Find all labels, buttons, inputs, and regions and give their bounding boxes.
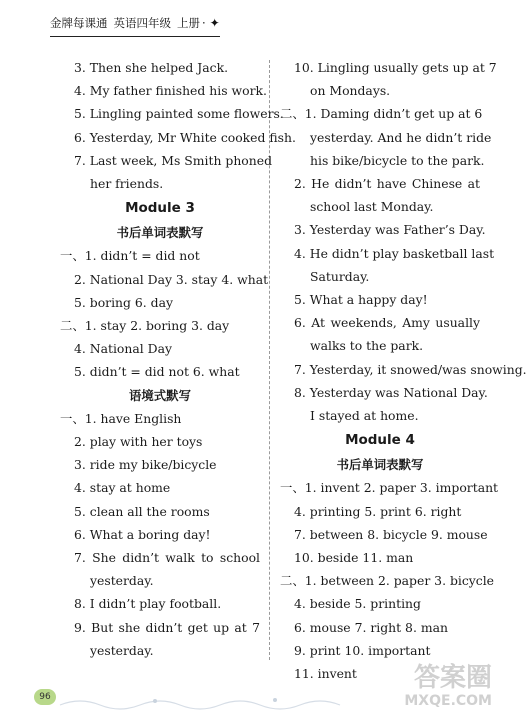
answer-line: yesterday.	[90, 642, 154, 658]
answer-line: 5. What a happy day!	[294, 292, 428, 308]
answer-line: 6. What a boring day!	[74, 526, 211, 542]
watermark-logo	[352, 663, 492, 713]
answer-line: 5. Lingling painted some flowers.	[74, 106, 284, 122]
right-column	[280, 56, 527, 685]
answer-line: 10. beside 11. man	[294, 550, 414, 566]
answer-line: 一、1. invent 2. paper 3. important	[280, 480, 499, 496]
answer-line: 7. Last week, Ms Smith phoned	[74, 152, 273, 168]
answer-line: 5. clean all the rooms	[74, 503, 210, 519]
answer-line: 3. ride my bike/bicycle	[74, 457, 217, 473]
answer-line: yesterday.	[90, 573, 154, 589]
watermark-text-cn: 答案圈	[413, 663, 492, 693]
answer-line: 2. National Day 3. stay 4. what	[74, 271, 269, 287]
answer-line: Saturday.	[310, 268, 370, 284]
section-subheading: 书后单词表默写	[116, 225, 204, 241]
answer-line: 5. boring 6. day	[74, 294, 173, 310]
answer-line: 3. Then she helped Jack.	[74, 60, 229, 75]
answer-line: 11. invent	[294, 666, 357, 682]
answer-line: 二、1. between 2. paper 3. bicycle	[280, 573, 495, 589]
answer-line: on Mondays.	[310, 83, 391, 99]
module-heading: Module 4	[345, 432, 415, 449]
answer-line: 8. Yesterday was National Day.	[294, 384, 488, 400]
answer-line: 二、1. stay 2. boring 3. day	[60, 318, 230, 334]
answer-line: 3. Yesterday was Father’s Day.	[294, 222, 486, 238]
answer-line: 一、1. have English	[60, 410, 182, 426]
answer-line: I stayed at home.	[310, 408, 419, 424]
answer-line: 6. Yesterday, Mr White cooked fish.	[74, 129, 296, 145]
dot-ornament: ·	[202, 16, 206, 30]
subject-label: 英语四年级	[113, 16, 171, 30]
answer-line: 9. But she didn’t get up at 7	[74, 619, 260, 635]
answer-line: 4. printing 5. print 6. right	[294, 503, 462, 519]
answer-line: 7. between 8. bicycle 9. mouse	[294, 526, 488, 542]
section-subheading: 语境式默写	[129, 387, 191, 403]
answer-line: 7. She didn’t walk to school	[74, 550, 260, 566]
answer-line: 4. National Day	[74, 341, 172, 357]
book-title: 金牌每课通	[50, 16, 108, 30]
answer-line: her friends.	[90, 176, 164, 192]
answer-line: 4. beside 5. printing	[294, 596, 421, 612]
section-subheading: 书后单词表默写	[336, 457, 424, 473]
answer-line: yesterday. And he didn’t ride	[310, 129, 492, 145]
answer-line: 一、1. didn’t = did not	[60, 248, 200, 264]
module-heading: Module 3	[125, 200, 195, 217]
answer-line: his bike/bicycle to the park.	[310, 152, 485, 168]
answer-line: 9. print 10. important	[294, 642, 431, 658]
answer-line: 二、1. Daming didn’t get up at 6	[280, 106, 483, 122]
answer-line: 4. stay at home	[74, 480, 171, 496]
answer-line: 2. play with her toys	[74, 434, 203, 450]
answer-line: 5. didn’t = did not 6. what	[74, 364, 240, 380]
watermark-text-url: MXQE.COM	[404, 693, 492, 709]
answer-line: 4. My father finished his work.	[74, 83, 267, 99]
volume-label: 上册	[177, 16, 200, 30]
left-column	[60, 56, 296, 662]
answer-line: 7. Yesterday, it snowed/was snowing.	[294, 361, 527, 377]
answer-line: 4. He didn’t play basketball last	[294, 245, 495, 261]
answer-line: school last Monday.	[310, 199, 434, 215]
sparkle-icon: ✦	[209, 16, 220, 30]
running-header	[50, 12, 220, 34]
answer-line: 6. mouse 7. right 8. man	[294, 619, 448, 635]
footer-wave-decoration	[60, 691, 360, 711]
header-underline	[50, 36, 220, 37]
page-number: 96	[34, 689, 56, 705]
answer-line: 8. I didn’t play football.	[74, 596, 222, 612]
answer-line: 2. He didn’t have Chinese at	[294, 176, 480, 192]
answer-line: 10. Lingling usually gets up at 7	[294, 60, 497, 75]
answer-line: walks to the park.	[310, 338, 424, 354]
answer-line: 6. At weekends, Amy usually	[294, 315, 480, 331]
